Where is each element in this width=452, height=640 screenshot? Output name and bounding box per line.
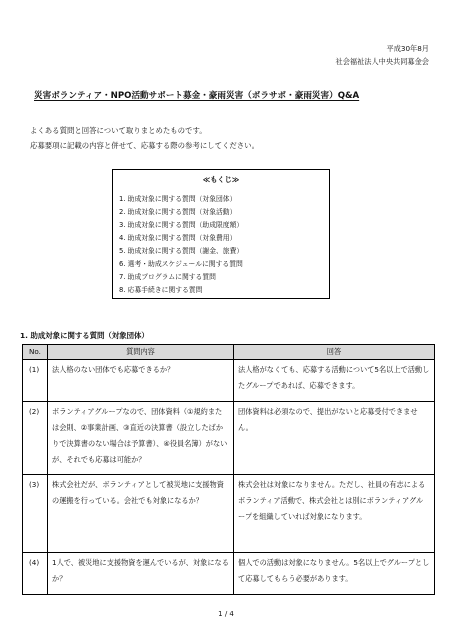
column-header-answer: 回答 [234, 345, 435, 360]
question-cell: 法人格のない団体でも応募できるか？ [48, 360, 234, 402]
column-header-no: No. [23, 345, 48, 360]
document-title: 災害ボランティア・NPO活動サポート募金・豪雨災害（ボラサポ・豪雨災害）Q&A [34, 91, 360, 101]
answer-cell: 個人での活動は対象になりません。5名以上でグループとして応募してもらう必要があります。 [234, 553, 435, 595]
toc-item: 5. 助成対象に関する質問（謝金、旅費） [119, 247, 244, 255]
table-row [23, 553, 435, 595]
answer-cell: 株式会社は対象になりません。ただし、社員の有志によるボランティア活動で、株式会社とは別にボランティアグループを組織していれば対象になります。 [234, 475, 435, 553]
table-header-row [23, 345, 435, 360]
question-cell: ボランティアグループなので、団体資料（①規約または会則、②事業計画、③直近の決算書（設立したばかりで決算書のない場合は予算書）、④役員名簿）がないが、それでも応募は可能か？ [48, 402, 234, 475]
table-row [23, 475, 435, 553]
table-of-contents [112, 169, 330, 299]
toc-item: 8. 応募手続きに関する質問 [119, 286, 203, 294]
toc-item: 6. 選考・助成スケジュールに関する質問 [119, 260, 243, 268]
section-heading: 1. 助成対象に関する質問（対象団体） [20, 331, 149, 340]
column-header-question: 質問内容 [48, 345, 234, 360]
row-number: (2) [23, 402, 48, 475]
toc-title: ≪もくじ≫ [202, 175, 240, 184]
organization-name: 社会福祉法人中央共同募金会 [335, 57, 429, 66]
toc-item: 7. 助成プログラムに関する質問 [119, 273, 216, 281]
question-cell: 株式会社だが、ボランティアとして被災地に支援物資の運搬を行っている。会社でも対象になるか？ [48, 475, 234, 553]
table-row [23, 360, 435, 402]
page-number: 1 / 4 [218, 610, 234, 618]
toc-item: 4. 助成対象に関する質問（対象費用） [119, 234, 237, 242]
answer-cell: 団体資料は必須なので、提出がないと応募受付できません。 [234, 402, 435, 475]
question-cell: 1人で、被災地に支援物資を運んでいるが、対象になるか？ [48, 553, 234, 595]
row-number: (1) [23, 360, 48, 402]
document-date: 平成30年8月 [386, 44, 429, 53]
intro-line-1: よくある質問と回答について取りまとめたものです。 [30, 126, 207, 135]
row-number: (3) [23, 475, 48, 553]
toc-item: 3. 助成対象に関する質問（助成限度額） [119, 221, 244, 229]
toc-item: 2. 助成対象に関する質問（対象活動） [119, 208, 237, 216]
toc-item: 1. 助成対象に関する質問（対象団体） [119, 195, 237, 203]
table-row [23, 402, 435, 475]
qa-table [22, 344, 435, 595]
answer-cell: 法人格がなくても、応募する活動について5名以上で活動したグループであれば、応募できます。 [234, 360, 435, 402]
row-number: (4) [23, 553, 48, 595]
intro-line-2: 応募要項に記載の内容と併せて、応募する際の参考にしてください。 [30, 141, 259, 150]
